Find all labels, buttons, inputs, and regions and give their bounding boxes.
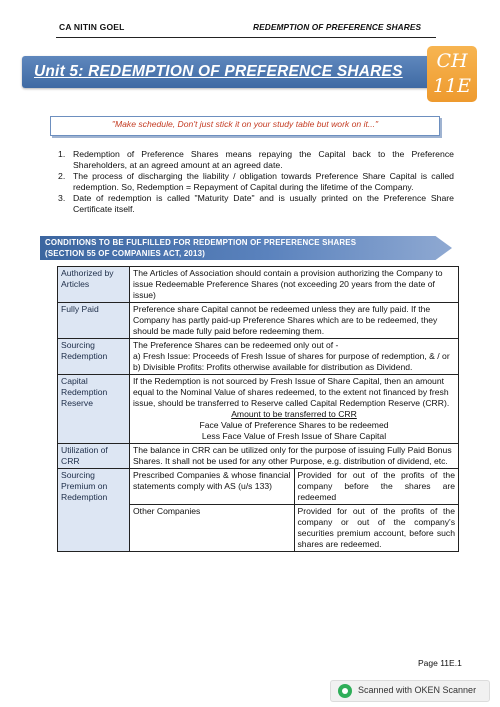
list-text: The process of discharging the liability / obligation towards Preference Share Capital is called redemption. So, Redemption = Repayment of Capital during the lifetime of the Company. xyxy=(73,171,454,192)
table-row xyxy=(58,444,459,469)
table-row xyxy=(58,375,459,444)
list-item xyxy=(58,149,454,171)
premium-case: Prescribed Companies & whose financial statements comply with AS (u/s 133) xyxy=(130,469,294,505)
row-label: Sourcing Redemption xyxy=(58,339,130,375)
header-topic: REDEMPTION OF PREFERENCE SHARES xyxy=(253,22,422,32)
list-item xyxy=(58,193,454,215)
row-label: Fully Paid xyxy=(58,303,130,339)
table-row xyxy=(58,303,459,339)
sourcing-intro: The Preference Shares can be redeemed only out of - xyxy=(133,340,339,350)
row-label: Capital Redemption Reserve xyxy=(58,375,130,444)
list-number: 3. xyxy=(58,193,66,203)
table-row xyxy=(130,469,458,505)
chapter-badge-line1: CH xyxy=(436,50,468,72)
row-label: Sourcing Premium on Redemption xyxy=(58,469,130,552)
row-label: Utilization of CRR xyxy=(58,444,130,469)
list-item xyxy=(58,171,454,193)
premium-subtable xyxy=(130,469,458,551)
sourcing-option-b: b) Divisible Profits: Profits otherwise available for distribution as Dividend. xyxy=(133,362,413,372)
table-row xyxy=(58,267,459,303)
premium-case: Other Companies xyxy=(130,505,294,552)
row-label: Authorized by Articles xyxy=(58,267,130,303)
sourcing-option-a: a) Fresh Issue: Proceeds of Fresh Issue of shares for purpose of redemption, & / or xyxy=(133,351,450,361)
row-text: The Articles of Association should contain a provision authorizing the Company to issue Redeemable Preference Shares (not exceeding 20 years from the date of issue) xyxy=(130,267,459,303)
row-text: The balance in CRR can be utilized only for the purpose of issuing Fully Paid Bonus Shares. It shall not be used for any other Purpose, e.g. distribution of dividend, etc. xyxy=(130,444,459,469)
crr-formula-line2: Less Face Value of Fresh Issue of Share Capital xyxy=(201,431,387,441)
crr-formula-title: Amount to be transferred to CRR xyxy=(231,409,357,419)
row-content xyxy=(130,375,459,444)
crr-formula-line1: Face Value of Preference Shares to be redeemed xyxy=(199,420,389,430)
conditions-subheading: (SECTION 55 OF COMPANIES ACT, 2013) xyxy=(45,249,206,258)
row-content xyxy=(130,469,459,552)
scanner-logo-icon-center xyxy=(342,688,348,694)
page-number: Page 11E.1 xyxy=(418,658,462,668)
table-row xyxy=(58,339,459,375)
list-text: Redemption of Preference Shares means repaying the Capital back to the Preference Shareholders, at an agreed amount at an agreed date. xyxy=(73,149,454,170)
premium-treatment: Provided for out of the profits of the company or out of the company's securities premium account, before such shares are redeemed. xyxy=(294,505,458,552)
chapter-badge xyxy=(427,46,477,102)
chapter-badge-line2: 11E xyxy=(432,75,472,97)
scanner-watermark-text: Scanned with OKEN Scanner xyxy=(358,685,477,695)
definition-list xyxy=(58,149,454,215)
row-content xyxy=(130,339,459,375)
premium-treatment: Provided for out of the profits of the company before the shares are redeemed xyxy=(297,470,455,502)
header-divider xyxy=(56,37,436,38)
unit-title: Unit 5: REDEMPTION OF PREFERENCE SHARES xyxy=(34,63,403,80)
list-number: 2. xyxy=(58,171,66,181)
conditions-heading: CONDITIONS TO BE FULFILLED FOR REDEMPTION OF PREFERENCE SHARES xyxy=(45,238,357,247)
header-author: CA NITIN GOEL xyxy=(59,22,125,32)
table-row xyxy=(58,469,459,552)
crr-text: If the Redemption is not sourced by Fresh Issue of Share Capital, then an amount equal to the Nominal Value of shares redeemed, to the extent not financed by fresh issue, should be transferred to Reserve called Capital Redemption Reserve (CRR). xyxy=(133,376,450,408)
list-text: Date of redemption is called "Maturity Date" and is usually printed on the Preference Share Certificate itself. xyxy=(73,193,454,214)
quote-text: "Make schedule, Don't just stick it on your study table but work on it..." xyxy=(111,119,379,129)
list-number: 1. xyxy=(58,149,66,159)
table-row xyxy=(130,505,458,552)
conditions-table xyxy=(57,266,459,552)
row-text: Preference share Capital cannot be redeemed unless they are fully paid. If the Company has partly paid-up Preference Shares which are to be redeemed, they should be made fully paid before redeeming them. xyxy=(130,303,459,339)
